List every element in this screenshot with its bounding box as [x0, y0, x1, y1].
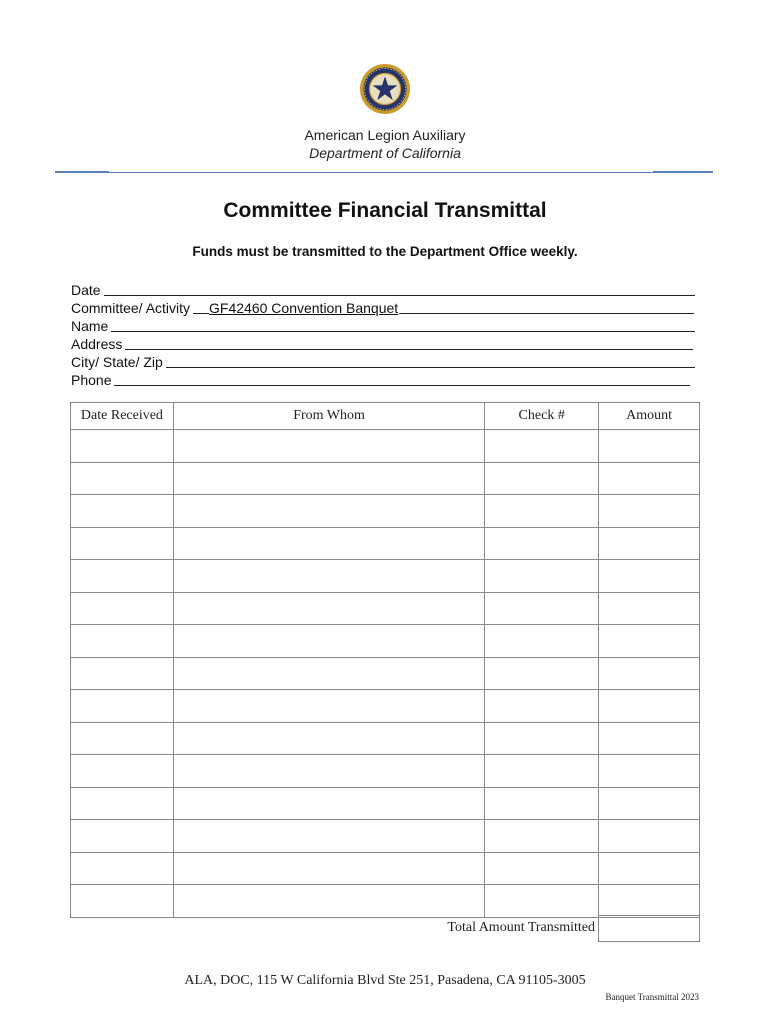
cell-amount[interactable] — [599, 625, 700, 658]
cell-date-received[interactable] — [71, 462, 174, 495]
cell-from-whom[interactable] — [173, 430, 484, 463]
committee-activity-input[interactable] — [193, 299, 694, 314]
table-row — [71, 657, 700, 690]
form-name-note: Banquet Transmittal 2023 — [605, 992, 699, 1002]
committee-activity-label: Committee/ Activity — [71, 300, 191, 316]
table-row — [71, 885, 700, 918]
header-divider — [55, 172, 713, 173]
cell-check-number[interactable] — [485, 755, 599, 788]
name-field[interactable] — [71, 316, 695, 334]
cell-date-received[interactable] — [71, 755, 174, 788]
cell-from-whom[interactable] — [173, 527, 484, 560]
cell-amount[interactable] — [599, 657, 700, 690]
table-row — [71, 852, 700, 885]
cell-amount[interactable] — [599, 495, 700, 528]
column-header-check-number: Check # — [485, 403, 599, 430]
cell-from-whom[interactable] — [173, 592, 484, 625]
cell-from-whom[interactable] — [173, 755, 484, 788]
cell-from-whom[interactable] — [173, 625, 484, 658]
header-divider-accent-left — [55, 171, 109, 173]
total-amount-label: Total Amount Transmitted — [447, 920, 595, 935]
cell-date-received[interactable] — [71, 527, 174, 560]
address-field[interactable] — [71, 334, 693, 352]
cell-date-received[interactable] — [71, 690, 174, 723]
cell-amount[interactable] — [599, 690, 700, 723]
table-row — [71, 462, 700, 495]
date-label: Date — [71, 282, 101, 298]
cell-amount[interactable] — [599, 787, 700, 820]
date-field[interactable] — [71, 280, 695, 298]
ledger-body — [71, 430, 700, 918]
cell-date-received[interactable] — [71, 592, 174, 625]
committee-activity-field[interactable] — [71, 298, 694, 316]
cell-date-received[interactable] — [71, 820, 174, 853]
name-input[interactable] — [111, 317, 695, 332]
form-title: Committee Financial Transmittal — [223, 199, 547, 222]
cell-date-received[interactable] — [71, 495, 174, 528]
column-header-from-whom: From Whom — [173, 403, 484, 430]
cell-check-number[interactable] — [485, 787, 599, 820]
city-state-zip-field[interactable] — [71, 352, 695, 370]
cell-from-whom[interactable] — [173, 462, 484, 495]
address-label: Address — [71, 336, 123, 352]
city-state-zip-input[interactable] — [166, 353, 695, 368]
total-amount-input[interactable] — [598, 915, 700, 942]
table-row — [71, 592, 700, 625]
cell-amount[interactable] — [599, 885, 700, 918]
phone-label: Phone — [71, 372, 112, 388]
ledger-header-row — [71, 403, 700, 430]
cell-amount[interactable] — [599, 592, 700, 625]
cell-date-received[interactable] — [71, 852, 174, 885]
table-row — [71, 560, 700, 593]
cell-from-whom[interactable] — [173, 690, 484, 723]
funds-ledger-table — [70, 402, 700, 918]
table-row — [71, 527, 700, 560]
cell-from-whom[interactable] — [173, 722, 484, 755]
cell-check-number[interactable] — [485, 592, 599, 625]
cell-date-received[interactable] — [71, 625, 174, 658]
cell-check-number[interactable] — [485, 722, 599, 755]
cell-amount[interactable] — [599, 755, 700, 788]
cell-check-number[interactable] — [485, 430, 599, 463]
cell-date-received[interactable] — [71, 787, 174, 820]
table-row — [71, 722, 700, 755]
name-label: Name — [71, 318, 109, 334]
cell-amount[interactable] — [599, 462, 700, 495]
cell-check-number[interactable] — [485, 625, 599, 658]
city-state-zip-label: City/ State/ Zip — [71, 354, 163, 370]
cell-from-whom[interactable] — [173, 657, 484, 690]
cell-amount[interactable] — [599, 527, 700, 560]
department-name: Department of California — [309, 145, 461, 161]
table-row — [71, 820, 700, 853]
column-header-date-received: Date Received — [71, 403, 174, 430]
phone-field[interactable] — [71, 370, 690, 388]
cell-from-whom[interactable] — [173, 820, 484, 853]
cell-check-number[interactable] — [485, 462, 599, 495]
cell-from-whom[interactable] — [173, 787, 484, 820]
table-row — [71, 787, 700, 820]
cell-date-received[interactable] — [71, 430, 174, 463]
cell-check-number[interactable] — [485, 527, 599, 560]
table-row — [71, 625, 700, 658]
header-divider-accent-right — [653, 171, 713, 173]
address-input[interactable] — [125, 335, 693, 350]
table-row — [71, 495, 700, 528]
date-input[interactable] — [104, 281, 695, 296]
cell-check-number[interactable] — [485, 885, 599, 918]
cell-check-number[interactable] — [485, 852, 599, 885]
legion-auxiliary-seal-icon — [359, 63, 411, 115]
cell-check-number[interactable] — [485, 657, 599, 690]
table-row — [71, 690, 700, 723]
committee-activity-value: GF42460 Convention Banquet — [209, 300, 399, 316]
cell-from-whom[interactable] — [173, 560, 484, 593]
cell-from-whom[interactable] — [173, 852, 484, 885]
cell-check-number[interactable] — [485, 690, 599, 723]
cell-amount[interactable] — [599, 852, 700, 885]
phone-input[interactable] — [114, 371, 690, 386]
form-instruction: Funds must be transmitted to the Department Office weekly. — [192, 244, 578, 259]
cell-amount[interactable] — [599, 430, 700, 463]
cell-date-received[interactable] — [71, 657, 174, 690]
cell-amount[interactable] — [599, 820, 700, 853]
cell-check-number[interactable] — [485, 495, 599, 528]
cell-check-number[interactable] — [485, 560, 599, 593]
cell-from-whom[interactable] — [173, 495, 484, 528]
cell-date-received[interactable] — [71, 722, 174, 755]
cell-amount[interactable] — [599, 560, 700, 593]
cell-date-received[interactable] — [71, 560, 174, 593]
cell-check-number[interactable] — [485, 820, 599, 853]
cell-from-whom[interactable] — [173, 885, 484, 918]
organization-name: American Legion Auxiliary — [304, 127, 466, 143]
table-row — [71, 755, 700, 788]
table-row — [71, 430, 700, 463]
column-header-amount: Amount — [599, 403, 700, 430]
cell-date-received[interactable] — [71, 885, 174, 918]
cell-amount[interactable] — [599, 722, 700, 755]
department-address: ALA, DOC, 115 W California Blvd Ste 251, Pasadena, CA 91105-3005 — [184, 973, 586, 988]
